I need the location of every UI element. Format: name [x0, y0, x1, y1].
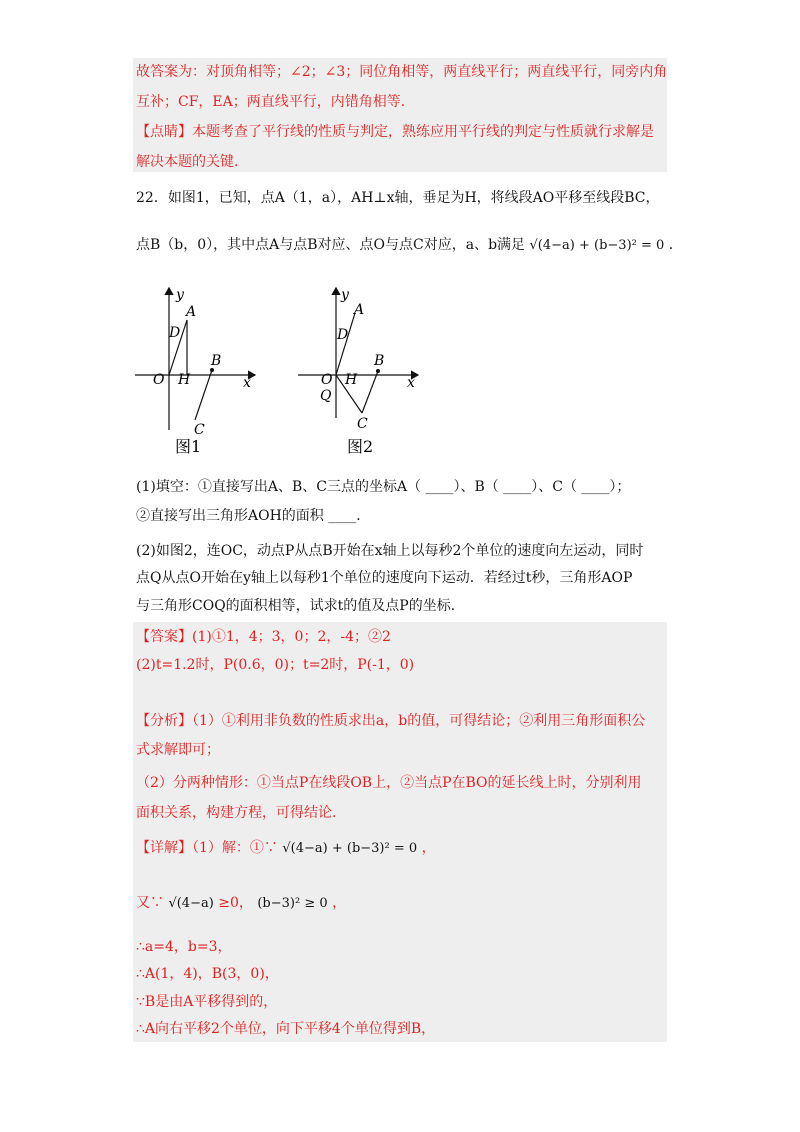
question-text: 22．如图1，已知，点A（1，a），AH⊥x轴，垂足为H，将线段AO平移至线段BC，	[136, 190, 660, 206]
detail-line	[136, 838, 436, 859]
detail-text: ≥0，	[218, 895, 253, 911]
condition-formula: √(4−a) + (b−3)² = 0	[529, 238, 665, 253]
answer-line: (2)t=1.2时，P(0.6，0)；t=2时，P(-1，0)	[136, 657, 415, 673]
label-a: A	[186, 304, 197, 320]
text-line: 故答案为：对顶角相等；∠2；∠3；同位角相等，两直线平行；两直线平行，同旁内角	[136, 64, 668, 80]
subquestion-text: ②直接写出三角形AOH的面积 ____．	[136, 508, 371, 524]
detail-line: ∴A(1，4)，B(3，0)，	[136, 966, 279, 982]
detail-text: 【详解】（1）解：①∵	[136, 840, 278, 856]
label-b: B	[211, 353, 222, 369]
analysis-line: 式求解即可；	[136, 742, 220, 758]
answer-line: 【答案】(1)①1，4；3，0；2，-4；②2	[136, 629, 391, 645]
text-line: 解决本题的关键．	[136, 154, 248, 170]
label-y: y	[176, 287, 184, 303]
label-d: D	[169, 325, 181, 341]
label-o: O	[321, 372, 333, 388]
label-o: O	[153, 372, 165, 388]
subquestion-text: (2)如图2，连OC，动点P从点B开始在x轴上以每秒2个单位的速度向左运动，同时	[136, 543, 644, 559]
analysis-line: 【分析】（1）①利用非负数的性质求出a，b的值，可得结论；②利用三角形面积公	[136, 713, 646, 729]
label-q: Q	[320, 388, 332, 404]
figure-1-caption: 图1	[175, 437, 202, 456]
analysis-line: 面积关系，构建方程，可得结论．	[136, 805, 346, 821]
detail-line: ∴a=4，b=3，	[136, 939, 232, 955]
label-x: x	[243, 375, 251, 391]
label-h: H	[345, 372, 358, 388]
label-x: x	[407, 375, 415, 391]
question-text-part: 点B（b，0），其中点A与点B对应、点O与点C对应，a、b满足	[136, 237, 526, 253]
analysis-line: （2）分两种情形：①当点P在线段OB上，②当点P在BO的延长线上时，分别利用	[136, 775, 642, 791]
figure-1	[120, 280, 270, 460]
label-c: C	[194, 422, 205, 438]
label-d: D	[337, 327, 349, 343]
label-c: C	[357, 416, 368, 432]
detail-line: ∵B是由A平移得到的，	[136, 994, 278, 1010]
label-b: B	[374, 353, 385, 369]
punctuation: ．	[668, 237, 683, 253]
detail-formula: √(4−a) + (b−3)² = 0	[282, 841, 418, 856]
subquestion-text: 与三角形COQ的面积相等，试求t的值及点P的坐标．	[136, 598, 465, 614]
figure-2	[290, 280, 440, 460]
detail-formula: √(4−a)	[168, 896, 214, 911]
subquestion-text: 点Q从点O开始在y轴上以每秒1个单位的速度向下运动．若经过t秒，三角形AOP	[136, 570, 633, 586]
question-text	[136, 235, 683, 256]
subquestion-text: (1)填空：①直接写出A、B、C三点的坐标A（ ____）、B（ ____）、C（ ____）；	[136, 479, 631, 495]
punctuation: ，	[421, 840, 436, 856]
label-y: y	[341, 287, 349, 303]
detail-line: ∴A向右平移2个单位，向下平移4个单位得到B，	[136, 1021, 436, 1037]
detail-text: 又∵	[136, 895, 164, 911]
label-a: A	[354, 302, 365, 318]
label-h: H	[178, 372, 191, 388]
punctuation: ，	[332, 895, 347, 911]
figure-2-caption: 图2	[347, 437, 374, 456]
insight-line: 【点睛】本题考查了平行线的性质与判定，熟练应用平行线的判定与性质就行求解是	[136, 124, 654, 140]
detail-formula: (b−3)² ≥ 0	[257, 896, 328, 911]
text-line: 互补；CF，EA；两直线平行，内错角相等．	[136, 94, 415, 110]
detail-line	[136, 893, 346, 914]
